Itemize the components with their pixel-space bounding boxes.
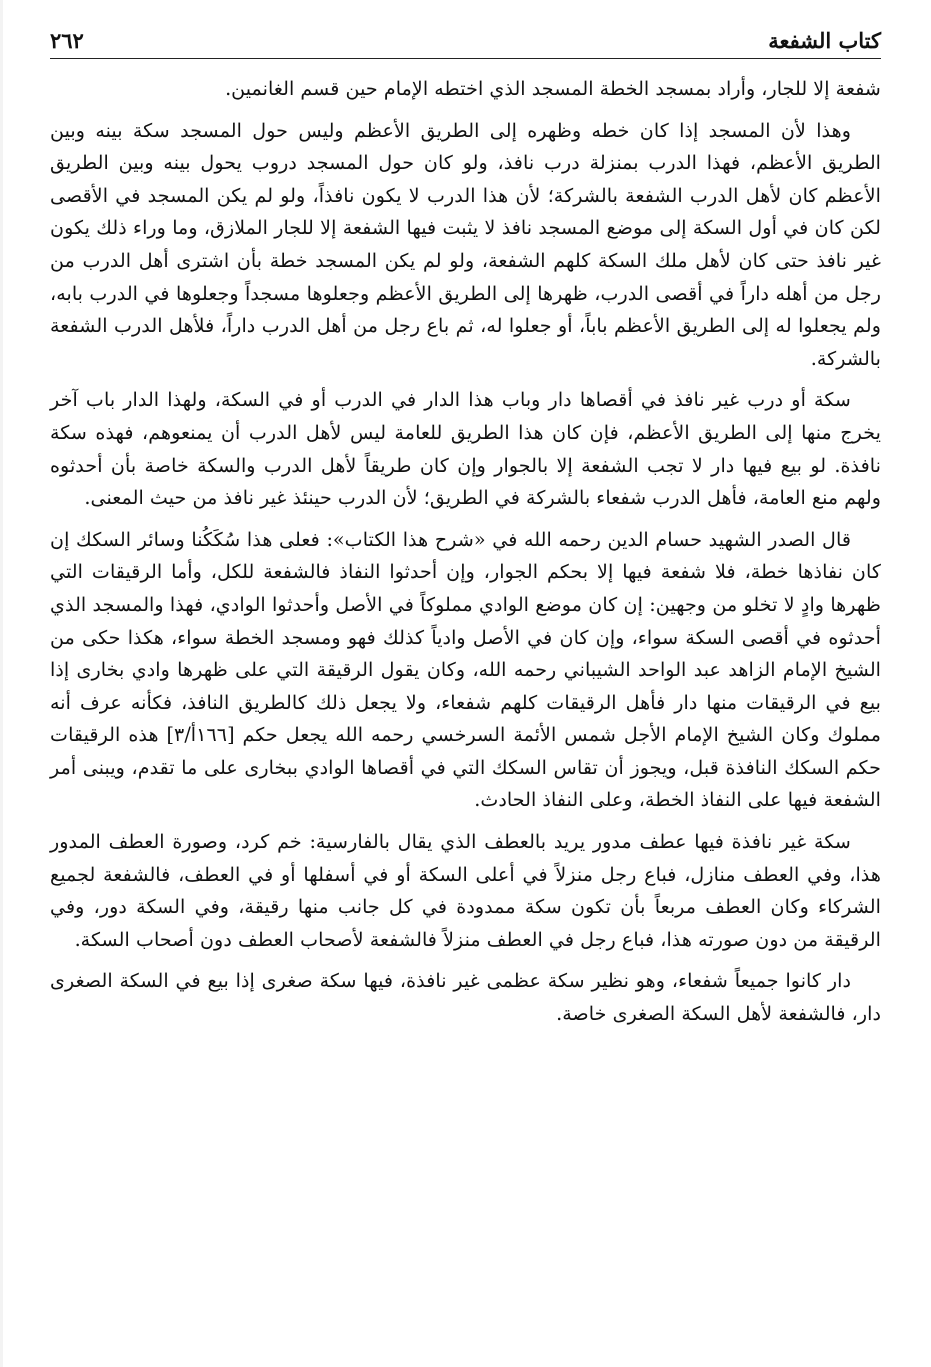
- scan-edge: [0, 0, 3, 1367]
- paragraph-continuation: شفعة إلا للجار، وأراد بمسجد الخطة المسجد الذي اختطه الإمام حين قسم الغانمين.: [225, 77, 881, 100]
- running-title: كتاب الشفعة: [768, 28, 881, 53]
- paragraph-small-street: دار كانوا جميعاً شفعاء، وهو نظير سكة عظمى غير نافذة، فيها سكة صغرى إذا بيع في السكة الصغرى دار، فالشفعة لأهل السكة الصغرى خاصة.: [50, 969, 881, 1026]
- paragraph-mosque-road: وهذا لأن المسجد إذا كان خطه وظهره إلى الطريق الأعظم وليس حول المسجد سكة بينه وبين الطريق الأعظم، فهذا الدرب بمنزلة درب نافذ، ولو كان حول المسجد دروب يحول بينه وبين الطريق الأعظم كان لأهل الدرب الشفعة بالشركة؛ لأن هذا الدرب لا يكون نافذاً، ولو لم يكن المسجد في الأقصى لكن كان في أول السكة إلى موضع المسجد نافذ لا يثبت فيها الشفعة إلا للجار الملازق، وما وراء ذلك يكون غير نافذ حتى كان لأهل ملك السكة كلهم الشفعة، ولو لم يكن المسجد خطة بأن اشترى أهل الدرب من رجل من أهله داراً في أقصى الدرب، ظهرها إلى الطريق الأعظم وجعلوها مسجداً وجعلوها في الدرب بابه، ولم يجعلوا له إلى الطريق الأعظم باباً، أو جعلوا له، ثم باع رجل من أهل الدرب داراً، فلأهل الدرب الشفعة بالشركة.: [50, 118, 881, 370]
- page-header: [50, 22, 881, 58]
- main-text: [50, 73, 881, 1031]
- paragraph-dead-end-street: سكة أو درب غير نافذ في أقصاها دار وباب هذا الدار في الدرب أو في السكة، ولهذا الدار باب آخر يخرج منها إلى الطريق الأعظم، فإن كان هذا الطريق للعامة ليس لأهل الدرب أن يمنعوهم، فهذه سكة نافذة. لو بيع فيها دار لا تجب الشفعة إلا بالجوار وإن كان طريقاً لأهل الدرب والسكة خاصة بأن أحدثوه ولهم منع العامة، فأهل الدرب شفعاء بالشركة في الطريق؛ لأن الدرب حينئذ غير نافذ من حيث المعنى.: [50, 388, 881, 510]
- page-number: ٢٦٢: [50, 28, 84, 53]
- paragraph-curved-bend: سكة غير نافذة فيها عطف مدور يريد بالعطف الذي يقال بالفارسية: خم كرد، وصورة العطف المدور هذا، وفي العطف منازل، فباع رجل منزلاً في أعلى السكة أو في أسفلها أو في العطف، فالشفعة لجميع الشركاء وكان العطف مربعاً بأن تكون سكة ممدودة في كل جانب منها رقيقة، وفي السكة دور، وفي الرقيقة من دون صورته هذا، فباع رجل في العطف منزلاً فالشفعة لأصحاب العطف دون أصحاب السكة.: [50, 830, 881, 951]
- paragraph-sadr-shahid: قال الصدر الشهيد حسام الدين رحمه الله في «شرح هذا الكتاب»: فعلى هذا سُكَكُنا وسائر السكك إن كان نفاذها خطة، فلا شفعة فيها إلا بحكم الجوار، وإن أحدثوا النفاذ فالشفعة للكل، وأما الرقيقات التي ظهرها وادٍ لا تخلو من وجهين: إن كان موضع الوادي مملوكاً في الأصل وأحدثوا الوادي، فهذا والمسجد الذي أحدثوه في أقصى السكة سواء، وإن كان في الأصل وادياً كذلك فهو ومسجد الخطة سواء، هكذا حكى من الشيخ الإمام الزاهد عبد الواحد الشيباني رحمه الله، وكان يقول الرقيقة التي على ظهرها وادي بخارى إذا بيع في الرقيقات منها دار فأهل الرقيقات كلهم شفعاء، ولا يجعل ذلك كالطريق النافذ، فكأنه عرف أنه مملوك وكان الشيخ الإمام الأجل شمس الأئمة السرخسي رحمه الله يجعل حكم [١٦٦أ/٣] هذه الرقيقات حكم السكك النافذة قبل، ويجوز أن تقاس السكك التي في أقصاها الوادي ببخارى على ما تقدم، ويبنى أمر الشفعة فيها على النفاذ الخطة، وعلى النفاذ الحادث.: [50, 527, 881, 812]
- header-rule: [50, 58, 881, 59]
